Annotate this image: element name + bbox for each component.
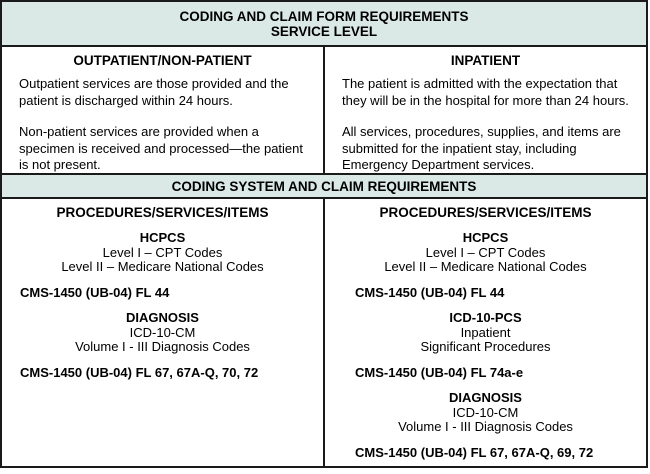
diagnosis-title: DIAGNOSIS	[449, 390, 522, 405]
icd10pcs-title: ICD-10-PCS	[449, 310, 522, 325]
outpatient-procedures-header: PROCEDURES/SERVICES/ITEMS	[56, 205, 269, 220]
inpatient-cms-fl44-line: CMS-1450 (UB-04) FL 44	[355, 284, 505, 300]
outpatient-header: OUTPATIENT/NON-PATIENT	[73, 53, 252, 68]
diagnosis-volume-line: Volume I - III Diagnosis Codes	[398, 419, 573, 434]
outpatient-cms-fl44-line: CMS-1450 (UB-04) FL 44	[20, 284, 170, 300]
inpatient-paragraph-2: All services, procedures, supplies, and items are submitted for the inpatient stay, including Emergency Department services.	[342, 124, 621, 172]
inpatient-hcpcs-block	[325, 231, 646, 275]
icd10pcs-inpatient-line: Inpatient	[460, 324, 511, 340]
diagnosis-title: DIAGNOSIS	[126, 310, 199, 325]
table-title-band	[2, 2, 646, 47]
service-level-row	[2, 47, 646, 173]
inpatient-header: INPATIENT	[450, 53, 521, 68]
hcpcs-title: HCPCS	[462, 230, 509, 245]
hcpcs-title: HCPCS	[139, 230, 186, 245]
hcpcs-level1-line: Level I – CPT Codes	[425, 244, 546, 260]
inpatient-icd10pcs-block	[325, 311, 646, 355]
title-line-1: CODING AND CLAIM FORM REQUIREMENTS	[179, 8, 469, 24]
inpatient-coding-cell	[325, 199, 646, 466]
inpatient-paragraph-1: The patient is admitted with the expectation that they will be in the hospital for more than 24 hours.	[342, 76, 629, 108]
diagnosis-volume-line: Volume I - III Diagnosis Codes	[75, 339, 250, 354]
coding-requirements-row	[2, 199, 646, 466]
diagnosis-icd10cm-line: ICD-10-CM	[129, 324, 196, 340]
inpatient-cell	[325, 47, 646, 173]
inpatient-procedures-header: PROCEDURES/SERVICES/ITEMS	[379, 205, 592, 220]
coding-system-banner: CODING SYSTEM AND CLAIM REQUIREMENTS	[2, 173, 646, 199]
outpatient-paragraph-2: Non-patient services are provided when a specimen is received and processed—the patient is not present.	[19, 124, 303, 172]
hcpcs-level1-line: Level I – CPT Codes	[102, 244, 223, 260]
hcpcs-level2-line: Level II – Medicare National Codes	[61, 259, 264, 274]
outpatient-hcpcs-block	[2, 231, 323, 275]
hcpcs-level2-line: Level II – Medicare National Codes	[384, 259, 587, 274]
inpatient-diagnosis-block	[325, 391, 646, 435]
diagnosis-icd10cm-line: ICD-10-CM	[452, 404, 519, 420]
inpatient-cms-fl67-line: CMS-1450 (UB-04) FL 67, 67A-Q, 69, 72	[355, 444, 594, 460]
outpatient-cell	[2, 47, 325, 173]
inpatient-cms-fl74-line: CMS-1450 (UB-04) FL 74a-e	[355, 364, 524, 380]
outpatient-cms-fl67-line: CMS-1450 (UB-04) FL 67, 67A-Q, 70, 72	[20, 364, 259, 380]
outpatient-coding-cell	[2, 199, 325, 466]
outpatient-diagnosis-block	[2, 311, 323, 355]
outpatient-paragraph-1: Outpatient services are those provided and the patient is discharged within 24 hours.	[19, 76, 289, 108]
title-line-2: SERVICE LEVEL	[270, 23, 378, 39]
icd10pcs-procedures-line: Significant Procedures	[420, 339, 551, 354]
